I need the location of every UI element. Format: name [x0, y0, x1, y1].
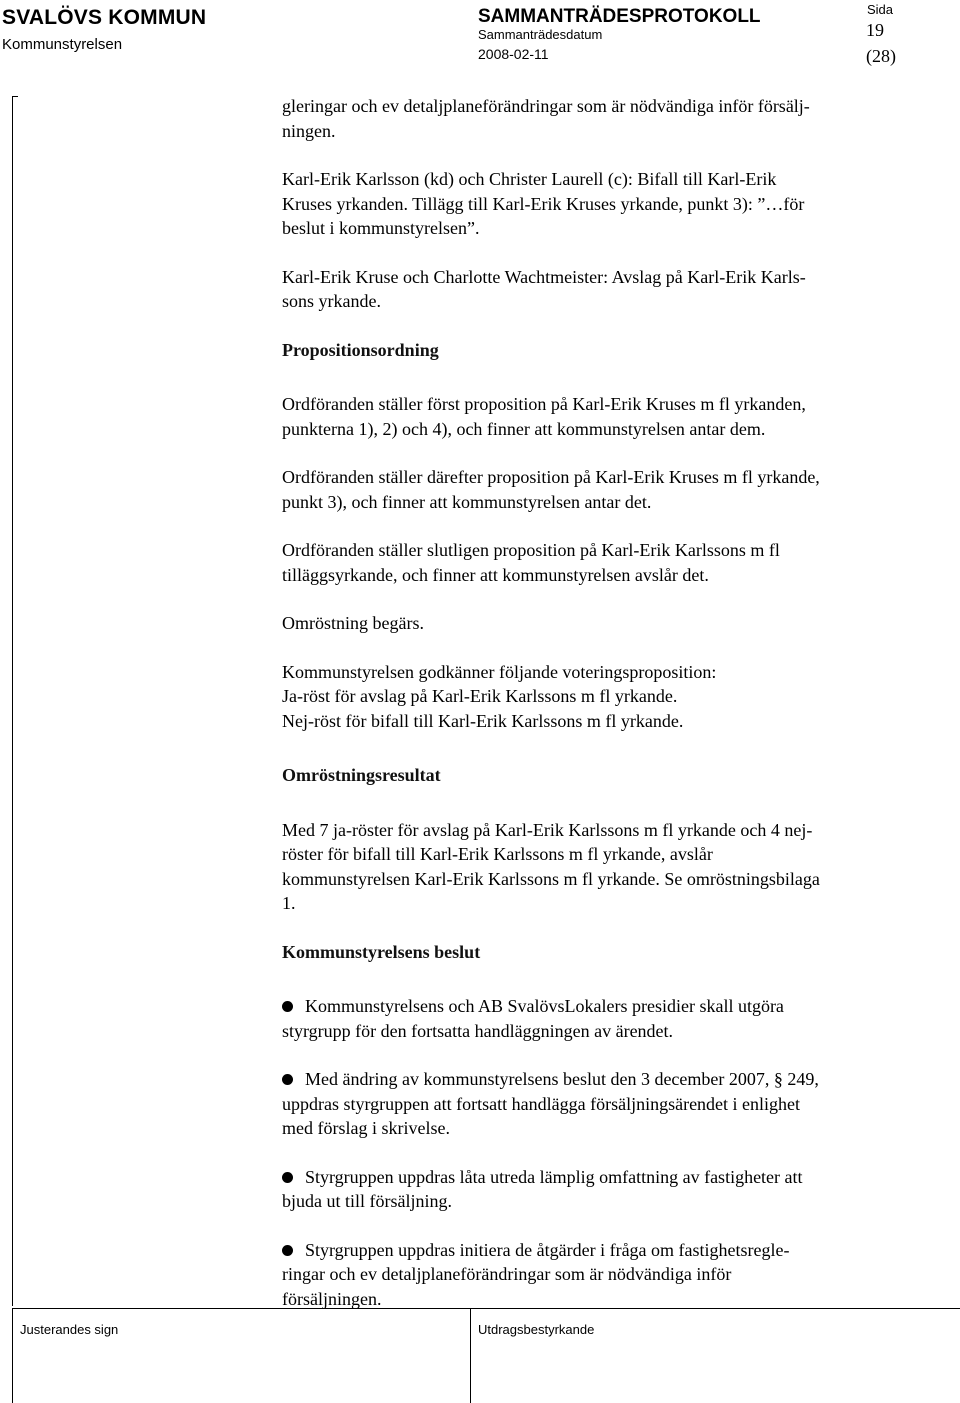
meeting-date-label: Sammanträdesdatum [478, 27, 603, 42]
paragraph: Med 7 ja-röster för avslag på Karl-Erik Karlssons m fl yrkande och 4 nej- röster för bifall till Karl-Erik Karlssons m fl yrkande, avslår kommunstyrelsen Karl-Erik Karlssons m fl yrkande. Se omröstningsbilaga 1. [282, 819, 820, 913]
footer-divider [470, 1308, 471, 1403]
section-heading: Omröstningsresultat [282, 765, 441, 785]
left-margin-tick [12, 96, 18, 97]
bullet-icon [282, 1074, 293, 1085]
decision-bullet: Styrgruppen uppdras initiera de åtgärder i fråga om fastighetsregle- ringar och ev detaljplaneförändringar som är nödvändiga inför försäljningen. [282, 1239, 790, 1309]
paragraph: Ordföranden ställer därefter proposition på Karl-Erik Kruses m fl yrkande, punkt 3), och finner att kommunstyrelsen antar det. [282, 467, 820, 512]
decision-bullet: Styrgruppen uppdras låta utreda lämplig omfattning av fastigheter att bjuda ut till försäljning. [282, 1166, 803, 1211]
bullet-icon [282, 1172, 293, 1183]
footer-left-border [12, 1308, 13, 1403]
bullet-icon [282, 1001, 293, 1012]
organization-name: SVALÖVS KOMMUN [2, 6, 207, 29]
decision-bullet: Kommunstyrelsens och AB SvalövsLokalers presidier skall utgöra styrgrupp för den fortsatta handläggningen av ärendet. [282, 996, 784, 1041]
bullet-icon [282, 1245, 293, 1256]
meeting-date: 2008-02-11 [478, 46, 549, 62]
paragraph: Karl-Erik Karlsson (kd) och Christer Laurell (c): Bifall till Karl-Erik Kruses yrkanden. Tillägg till Karl-Erik Kruses yrkande, punkt 3): ”…för beslut i kommunstyrelsen”. [282, 169, 805, 238]
minutes-body [282, 94, 922, 1311]
department-name: Kommunstyrelsen [2, 36, 123, 53]
document-title: SAMMANTRÄDESPROTOKOLL [478, 6, 761, 27]
paragraph: Ordföranden ställer först proposition på Karl-Erik Kruses m fl yrkanden, punkterna 1), 2) och 4), och finner att kommunstyrelsen antar dem. [282, 394, 806, 439]
page-label: Sida [867, 2, 894, 17]
footer-rule [12, 1308, 960, 1309]
paragraph: Omröstning begärs. [282, 613, 424, 633]
paragraph: Ordföranden ställer slutligen proposition på Karl-Erik Karlssons m fl tilläggsyrkande, och finner att kommunstyrelsen avslår det. [282, 540, 780, 585]
paragraph: Karl-Erik Kruse och Charlotte Wachtmeister: Avslag på Karl-Erik Karls- sons yrkande. [282, 266, 806, 311]
page-total: (28) [866, 46, 896, 66]
decision-bullet: Med ändring av kommunstyrelsens beslut den 3 december 2007, § 249, uppdras styrgruppen att fortsatt handlägga försäljningsärendet i enlighet med förslag i skrivelse. [282, 1069, 819, 1138]
signature-label: Justerandes sign [20, 1322, 119, 1337]
section-heading: Kommunstyrelsens beslut [282, 941, 481, 962]
paragraph: Kommunstyrelsen godkänner följande voteringsproposition: Ja-röst för avslag på Karl-Erik Karlssons m fl yrkande. Nej-röst för bifall till Karl-Erik Karlssons m fl yrkande. [282, 661, 717, 731]
page-number: 19 [866, 20, 884, 40]
left-margin-rule [12, 96, 13, 1306]
paragraph: gleringar och ev detaljplaneförändringar som är nödvändiga inför försälj- ningen. [282, 96, 810, 141]
extract-certification-label: Utdragsbestyrkande [478, 1322, 595, 1337]
section-heading: Propositionsordning [282, 339, 439, 360]
